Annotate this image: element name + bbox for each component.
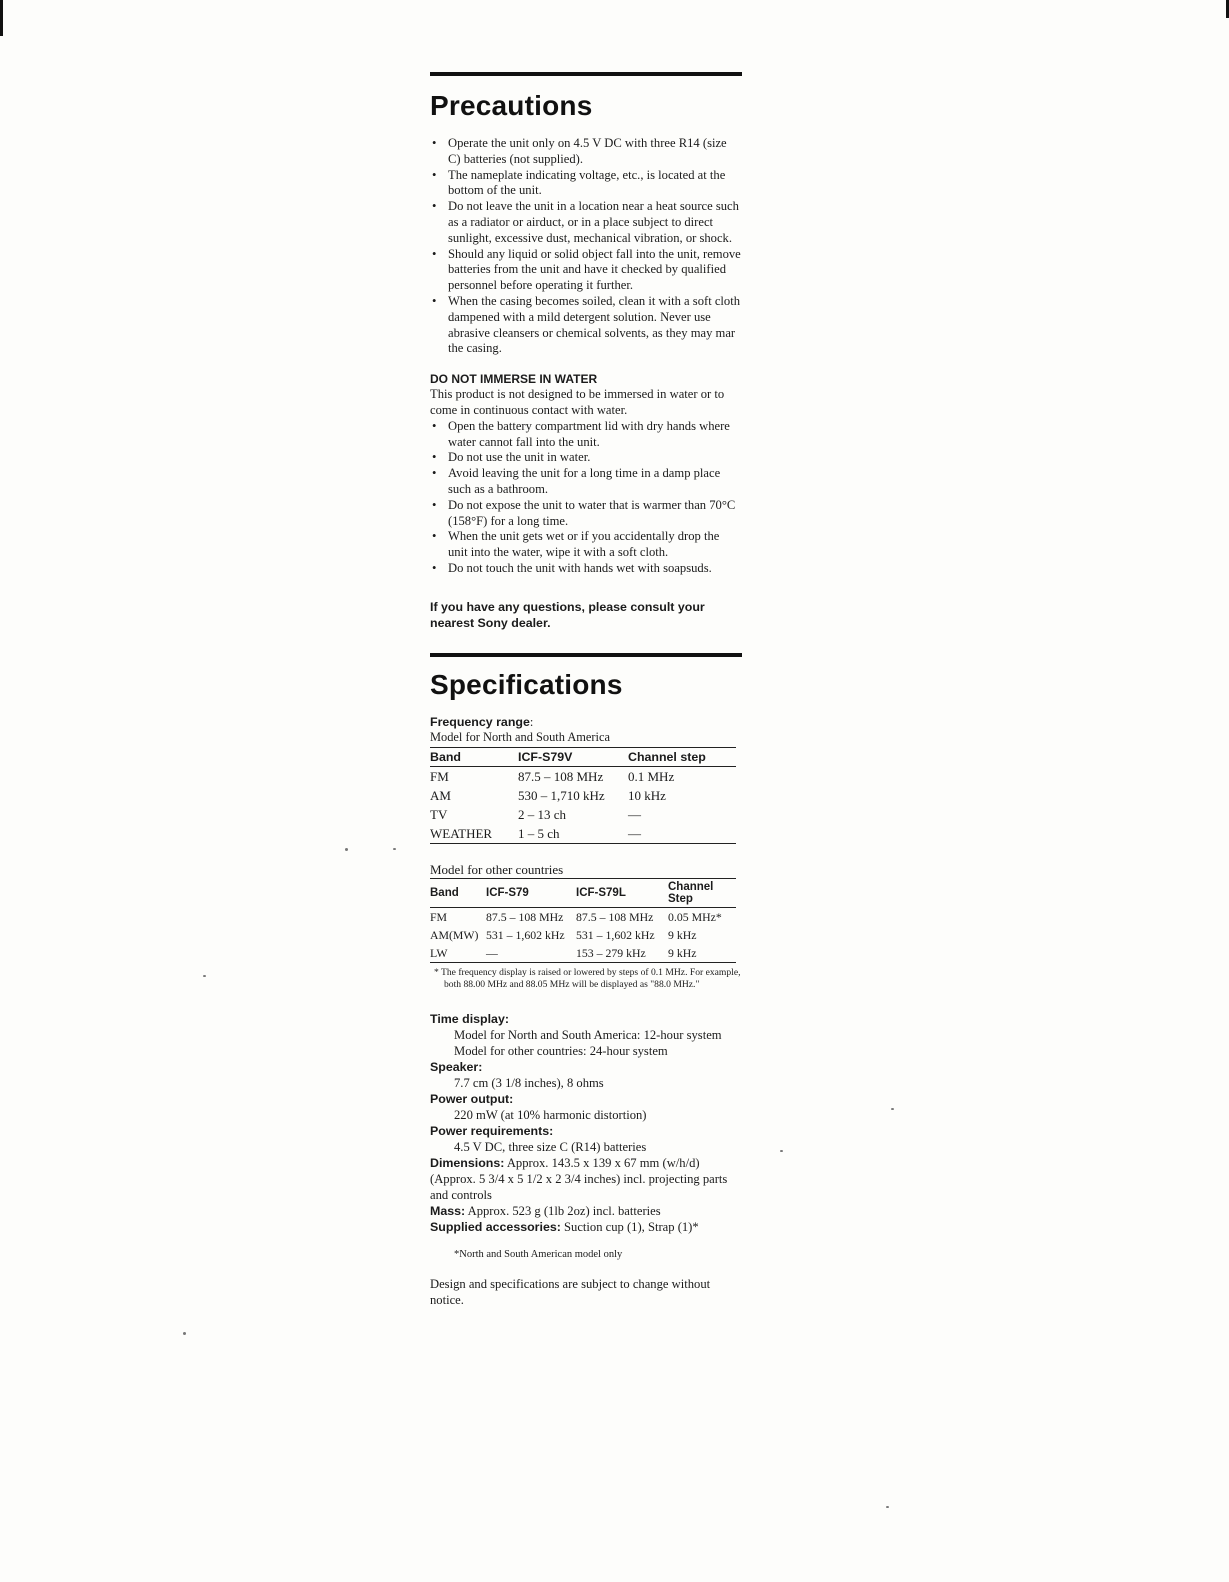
mass-row [430, 1203, 742, 1219]
dimensions-value: Approx. 143.5 x 139 x 67 mm (w/h/d) (Approx. 5 3/4 x 5 1/2 x 2 3/4 inches) incl. projecting parts and controls [430, 1155, 728, 1202]
table-cell: 87.5 – 108 MHz [486, 909, 564, 924]
spec-list [430, 1011, 742, 1235]
mass-label: Mass: [430, 1203, 466, 1218]
accessories-value: Suction cup (1), Strap (1)* [564, 1219, 699, 1234]
time-display-na: Model for North and South America: 12-hour system [454, 1027, 722, 1042]
specifications-title: Specifications [430, 668, 623, 700]
table-cell: 10 kHz [628, 787, 666, 803]
list-item: • The nameplate indicating voltage, etc., is located at the bottom of the unit. [430, 168, 742, 200]
table-cell: — [628, 824, 736, 844]
other-frequency-table [430, 878, 736, 963]
table-cell: 530 – 1,710 kHz [518, 787, 605, 803]
list-item: • Do not leave the unit in a location near a heat source such as a radiator or airduct, or in a place subject to direct sunlight, excessive dust, mechanical vibration, or shock. [430, 199, 742, 246]
dimensions-row [430, 1155, 742, 1203]
table-row [430, 766, 736, 786]
consult-dealer-note: If you have any questions, please consult your nearest Sony dealer. [430, 599, 705, 630]
table-header: ICF-S79V [518, 747, 628, 766]
table-cell: 9 kHz [668, 927, 697, 942]
table-header: ICF-S79 [486, 878, 576, 907]
table-header: Band [430, 878, 486, 907]
accessories-row [430, 1219, 742, 1235]
table-cell: 153 – 279 kHz [576, 944, 668, 963]
list-item: • Operate the unit only on 4.5 V DC with three R14 (size C) batteries (not supplied). [430, 136, 742, 168]
table-cell: 0.1 MHz [628, 768, 675, 784]
section-rule [430, 72, 742, 76]
document-column [430, 72, 742, 1308]
table-cell: AM [430, 787, 451, 803]
speaker-value: 7.7 cm (3 1/8 inches), 8 ohms [454, 1075, 604, 1090]
frequency-footnote: * The frequency display is raised or lowered by steps of 0.1 MHz. For example, both 88.00 MHz and 88.05 MHz will be displayed as "88.0 MHz." [434, 966, 741, 990]
list-item: • Avoid leaving the unit for a long time in a damp place such as a bathroom. [430, 466, 742, 498]
list-item: • Do not use the unit in water. [430, 450, 742, 466]
table-cell: 1 – 5 ch [518, 824, 628, 844]
table-cell: WEATHER [430, 824, 518, 844]
other-table-caption: Model for other countries [430, 861, 564, 877]
accessories-label: Supplied accessories: [430, 1219, 561, 1234]
scan-speck [393, 848, 396, 850]
water-intro: This product is not designed to be immersed in water or to come in continuous contact with water. [430, 387, 725, 417]
water-heading: DO NOT IMMERSE IN WATER [430, 372, 598, 387]
scan-speck [203, 975, 206, 977]
frequency-range-label: Frequency range: [430, 714, 534, 729]
list-item: • Open the battery compartment lid with dry hands where water cannot fall into the unit. [430, 419, 742, 451]
power-output-label: Power output: [430, 1091, 514, 1106]
table-cell: AM(MW) [430, 927, 479, 942]
table-header: ICF-S79L [576, 878, 668, 907]
list-item: • Do not touch the unit with hands wet with soapsuds. [430, 561, 742, 577]
dimensions-label: Dimensions: [430, 1155, 505, 1170]
power-requirements-label: Power requirements: [430, 1123, 554, 1138]
table-cell: TV [430, 806, 448, 822]
table-cell: 9 kHz [668, 944, 736, 963]
table-cell: LW [430, 944, 486, 963]
power-output-value: 220 mW (at 10% harmonic distortion) [454, 1107, 647, 1122]
precautions-list [430, 136, 742, 357]
mass-value: Approx. 523 g (1lb 2oz) incl. batteries [467, 1203, 661, 1218]
table-row [430, 926, 736, 944]
table-row [430, 805, 736, 824]
time-display-other: Model for other countries: 24-hour system [454, 1043, 668, 1058]
section-rule [430, 653, 742, 657]
crop-mark-left [0, 0, 3, 36]
list-item: • When the unit gets wet or if you accidentally drop the unit into the water, wipe it with a soft cloth. [430, 529, 742, 561]
table-cell: — [628, 806, 641, 822]
na-frequency-table [430, 747, 736, 844]
closing-note: Design and specifications are subject to change without notice. [430, 1276, 711, 1307]
na-table-caption: Model for North and South America [430, 729, 610, 744]
speaker-label: Speaker: [430, 1059, 483, 1074]
list-item: • Do not expose the unit to water that is warmer than 70°C (158°F) for a long time. [430, 498, 742, 530]
table-row [430, 944, 736, 963]
precautions-title: Precautions [430, 90, 593, 121]
scan-speck [345, 848, 348, 851]
list-item: • Should any liquid or solid object fall into the unit, remove batteries from the unit and have it checked by qualified personnel before operating it further. [430, 247, 742, 294]
scan-speck [183, 1332, 186, 1335]
table-cell: 2 – 13 ch [518, 806, 567, 822]
table-cell: 531 – 1,602 kHz [486, 927, 565, 942]
table-cell: 531 – 1,602 kHz [576, 927, 655, 942]
accessories-note: *North and South American model only [454, 1248, 623, 1260]
table-row [430, 824, 736, 844]
table-header: Channel step [628, 747, 736, 766]
scan-speck [886, 1506, 889, 1508]
table-cell: FM [430, 768, 449, 784]
table-cell: FM [430, 909, 448, 924]
table-cell: 87.5 – 108 MHz [518, 768, 604, 784]
table-header: Band [430, 747, 518, 766]
table-row [430, 907, 736, 926]
water-list [430, 419, 742, 577]
scan-speck [780, 1150, 783, 1152]
time-display-label: Time display: [430, 1011, 509, 1026]
table-row [430, 786, 736, 805]
table-cell: 87.5 – 108 MHz [576, 909, 654, 924]
table-cell: — [486, 944, 576, 963]
table-cell: 0.05 MHz* [668, 909, 722, 924]
table-header: Channel Step [668, 878, 736, 907]
scan-speck [891, 1108, 894, 1110]
list-item: • When the casing becomes soiled, clean it with a soft cloth dampened with a mild detergent solution. Never use abrasive cleansers or chemical solvents, as they may mar the casing. [430, 294, 742, 357]
power-requirements-value: 4.5 V DC, three size C (R14) batteries [454, 1139, 647, 1154]
